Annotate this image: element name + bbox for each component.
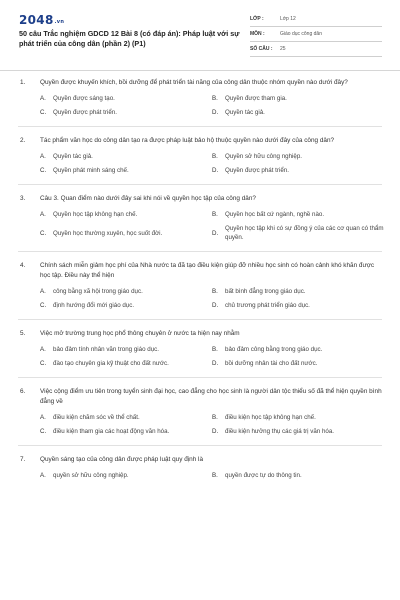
- option-c[interactable]: [40, 166, 212, 175]
- question-7: [0, 455, 400, 480]
- option-a[interactable]: [40, 94, 212, 103]
- question-text: [18, 329, 382, 339]
- option-text: Quyền được phát triển.: [225, 167, 289, 174]
- option-c[interactable]: [40, 427, 212, 436]
- option-text: Quyền sở hữu công nghiệp.: [225, 153, 302, 160]
- answer-options: [40, 287, 382, 310]
- meta-value: Lớp 12: [280, 16, 296, 22]
- answer-options: [40, 94, 382, 117]
- document-header: [0, 0, 400, 64]
- meta-row-count: [250, 42, 382, 57]
- option-text: Quyền học tập khi có sự đồng ý của các cơ quan có thẩm quyền.: [225, 225, 384, 241]
- option-text: điều kiện hưởng thụ các giá trị văn hóa.: [225, 428, 334, 435]
- option-b[interactable]: [212, 287, 384, 296]
- option-text: bảo đảm tính nhân văn trong giáo dục.: [53, 346, 159, 353]
- option-letter: B.: [212, 153, 218, 160]
- option-letter: A.: [40, 414, 46, 421]
- meta-key: SỐ CÂU :: [250, 46, 273, 52]
- option-letter: A.: [40, 472, 46, 479]
- option-letter: B.: [212, 288, 218, 295]
- document-title: 50 câu Trắc nghiệm GDCD 12 Bài 8 (có đáp án): Pháp luật với sự phát triển của công dân (phần 2) (P1): [19, 29, 240, 48]
- option-a[interactable]: [40, 345, 212, 354]
- answer-options: [40, 345, 382, 368]
- option-d[interactable]: [212, 224, 384, 242]
- question-6: [0, 387, 400, 446]
- option-letter: B.: [212, 414, 218, 421]
- option-b[interactable]: [212, 413, 384, 422]
- option-b[interactable]: [212, 94, 384, 103]
- question-divider: [18, 126, 382, 127]
- option-letter: D.: [212, 302, 219, 309]
- site-logo[interactable]: [19, 13, 64, 27]
- option-c[interactable]: [40, 108, 212, 117]
- option-text: Quyền học thường xuyên, học suốt đời.: [53, 229, 163, 237]
- meta-row-subject: [250, 27, 382, 42]
- question-divider: [18, 377, 382, 378]
- question-stem: Tác phẩm văn học do công dân tạo ra được pháp luật bảo hộ thuộc quyền nào dưới đây của công dân?: [40, 137, 335, 144]
- question-text: [18, 78, 382, 88]
- question-number: 3.: [20, 195, 26, 202]
- meta-table: [250, 12, 382, 57]
- option-c[interactable]: [40, 301, 212, 310]
- question-divider: [18, 319, 382, 320]
- option-text: bất bình đẳng trong giáo dục.: [225, 288, 306, 295]
- option-letter: D.: [212, 428, 219, 435]
- option-text: bồi dưỡng nhân tài cho đất nước.: [225, 360, 318, 367]
- option-d[interactable]: [212, 301, 384, 310]
- option-text: Quyền được sáng tạo.: [53, 95, 115, 102]
- option-text: quyền được tự do thông tin.: [225, 472, 302, 479]
- question-number: 4.: [20, 262, 26, 269]
- logo-text: 2048: [19, 13, 54, 27]
- option-b[interactable]: [212, 210, 384, 219]
- option-letter: C.: [40, 302, 47, 309]
- option-text: Quyền được phát triển.: [53, 109, 117, 116]
- option-c[interactable]: [40, 359, 212, 368]
- option-letter: C.: [40, 109, 47, 116]
- option-text: Quyền tác giả.: [53, 153, 93, 160]
- option-text: định hướng đổi mới giáo dục.: [53, 302, 135, 309]
- option-text: Quyền học tập không hạn chế.: [53, 211, 138, 218]
- option-letter: D.: [212, 167, 219, 174]
- option-b[interactable]: [212, 471, 384, 480]
- option-a[interactable]: [40, 413, 212, 422]
- answer-options: [40, 471, 382, 480]
- question-divider: [18, 251, 382, 252]
- option-letter: B.: [212, 95, 218, 102]
- option-text: Quyền phát minh sáng chế.: [53, 167, 129, 174]
- meta-key: MÔN :: [250, 31, 265, 37]
- option-d[interactable]: [212, 359, 384, 368]
- meta-row-class: [250, 12, 382, 27]
- option-letter: C.: [40, 360, 47, 367]
- option-b[interactable]: [212, 152, 384, 161]
- option-text: điều kiện học tập không hạn chế.: [225, 414, 316, 421]
- meta-key: LỚP :: [250, 16, 264, 22]
- option-letter: C.: [40, 229, 47, 237]
- question-text: [18, 387, 382, 407]
- question-4: [0, 261, 400, 320]
- option-letter: A.: [40, 95, 46, 102]
- question-3: [0, 194, 400, 252]
- question-stem: Việc cộng điểm ưu tiên trong tuyển sinh đại học, cao đẳng cho học sinh là người dân tộc thiểu số đã thể hiện quyền bình đẳng về: [40, 388, 382, 405]
- option-d[interactable]: [212, 108, 384, 117]
- option-c[interactable]: [40, 224, 212, 242]
- option-text: công bằng xã hội trong giáo dục.: [53, 288, 143, 295]
- option-d[interactable]: [212, 166, 384, 175]
- question-divider: [18, 445, 382, 446]
- option-text: điều kiện tham gia các hoạt động văn hóa.: [53, 428, 170, 435]
- answer-options: [40, 413, 382, 436]
- option-a[interactable]: [40, 287, 212, 296]
- question-text: [18, 136, 382, 146]
- option-letter: A.: [40, 153, 46, 160]
- question-2: [0, 136, 400, 185]
- question-number: 1.: [20, 79, 26, 86]
- option-text: quyền sở hữu công nghiệp.: [53, 472, 129, 479]
- question-stem: Việc mở trường trung học phổ thông chuyên ở nước ta hiện nay nhằm: [40, 330, 240, 337]
- meta-value: 25: [280, 46, 286, 52]
- question-stem: Quyền sáng tạo của công dân được pháp luật quy định là: [40, 456, 204, 463]
- option-letter: B.: [212, 211, 218, 218]
- option-letter: C.: [40, 428, 47, 435]
- header-divider: [0, 70, 400, 71]
- option-text: Quyền tác giả.: [225, 109, 265, 116]
- option-d[interactable]: [212, 427, 384, 436]
- question-number: 7.: [20, 456, 26, 463]
- option-text: bảo đảm công bằng trong giáo dục.: [225, 346, 323, 353]
- option-a[interactable]: [40, 210, 212, 219]
- option-letter: B.: [212, 472, 218, 479]
- meta-value: Giáo dục công dân: [280, 31, 322, 37]
- question-text: [18, 194, 382, 204]
- question-5: [0, 329, 400, 378]
- option-letter: C.: [40, 167, 47, 174]
- option-letter: D.: [212, 109, 219, 116]
- question-divider: [18, 184, 382, 185]
- option-letter: A.: [40, 211, 46, 218]
- question-text: [18, 261, 382, 281]
- option-letter: A.: [40, 288, 46, 295]
- question-number: 5.: [20, 330, 26, 337]
- question-number: 6.: [20, 388, 26, 395]
- question-1: [0, 78, 400, 127]
- option-text: Quyền học bất cứ ngành, nghề nào.: [225, 211, 325, 218]
- option-letter: B.: [212, 346, 218, 353]
- option-letter: D.: [212, 229, 219, 237]
- option-letter: D.: [212, 360, 219, 367]
- option-a[interactable]: [40, 471, 212, 480]
- option-text: chủ trương phát triển giáo dục.: [225, 302, 310, 309]
- answer-options: [40, 152, 382, 175]
- option-text: điều kiện chăm sóc về thể chất.: [53, 414, 140, 421]
- logo-suffix: .vn: [54, 19, 65, 25]
- answer-options: [40, 210, 382, 242]
- question-stem: Câu 3. Quan điểm nào dưới đây sai khi nói về quyền học tập của công dân?: [40, 195, 256, 202]
- option-text: Quyền được tham gia.: [225, 95, 287, 102]
- option-letter: A.: [40, 346, 46, 353]
- question-stem: Chính sách miễn giảm học phí của Nhà nước ta đã tạo điều kiện giúp đỡ nhiều học sinh có hoàn cảnh khó khăn được học tập. Điều này thể hiện: [40, 262, 375, 279]
- question-number: 2.: [20, 137, 26, 144]
- option-a[interactable]: [40, 152, 212, 161]
- question-text: [18, 455, 382, 465]
- option-text: đào tạo chuyên gia kỹ thuật cho đất nước.: [53, 360, 169, 367]
- option-b[interactable]: [212, 345, 384, 354]
- question-list: [0, 78, 400, 480]
- question-stem: Quyền được khuyến khích, bồi dưỡng để phát triển tài năng của công dân thuộc nhóm quyền nào dưới đây?: [40, 79, 348, 86]
